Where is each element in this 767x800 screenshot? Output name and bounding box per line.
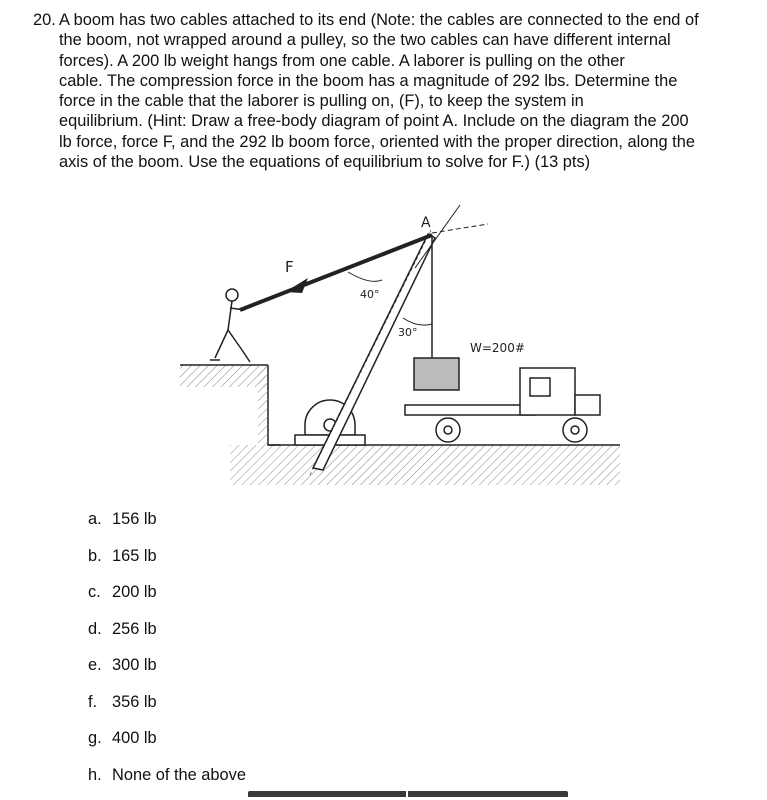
option-text: 400 lb (112, 729, 157, 747)
option-text: 256 lb (112, 620, 157, 638)
option-b[interactable] (88, 545, 246, 582)
answer-options (88, 508, 246, 800)
option-d[interactable] (88, 618, 246, 655)
weight-crate (414, 358, 459, 390)
question-number: 20. (33, 10, 56, 30)
question-line: equilibrium. (Hint: Draw a free-body diagram of point A. Include on the diagram the 200 (33, 111, 758, 131)
question-line: lb force, force F, and the 292 lb boom force, oriented with the proper direction, along the (33, 132, 758, 152)
label-f: F (285, 258, 294, 276)
question-line: the boom, not wrapped around a pulley, so the two cables can have different internal (33, 30, 758, 50)
angle-30-arc (403, 318, 432, 325)
option-letter: d. (88, 618, 112, 640)
bottom-bar-divider (406, 791, 408, 797)
label-a: A (421, 215, 431, 231)
question-block (33, 10, 758, 172)
option-text: 165 lb (112, 547, 157, 565)
option-letter: e. (88, 654, 112, 676)
bottom-scroll-bar[interactable] (248, 791, 568, 797)
option-text: 300 lb (112, 656, 157, 674)
retaining-wall (268, 365, 280, 445)
option-letter: a. (88, 508, 112, 530)
option-h[interactable] (88, 764, 246, 800)
option-letter: g. (88, 727, 112, 749)
option-c[interactable] (88, 581, 246, 618)
laborer-figure (210, 289, 250, 362)
angle-30-label: 30° (398, 326, 418, 339)
option-letter: h. (88, 764, 112, 786)
question-line: axis of the boom. Use the equations of equilibrium to solve for F.) (13 pts) (33, 152, 758, 172)
question-line: force in the cable that the laborer is pulling on, (F), to keep the system in (33, 91, 758, 111)
option-text: None of the above (112, 766, 246, 784)
upper-ground-hatch (180, 365, 268, 387)
boom-figure (170, 200, 630, 495)
wall-hatch (258, 365, 268, 445)
option-letter: c. (88, 581, 112, 603)
horizontal-reference (432, 224, 488, 233)
boom (313, 234, 435, 470)
force-f-arrow (285, 278, 308, 293)
question-line: A boom has two cables attached to its end (Note: the cables are connected to the end of (33, 10, 758, 30)
boom-diagram (170, 200, 630, 495)
option-text: 200 lb (112, 583, 157, 601)
question-line: forces). A 200 lb weight hangs from one cable. A laborer is pulling on the other (33, 51, 758, 71)
option-text: 356 lb (112, 693, 157, 711)
option-g[interactable] (88, 727, 246, 764)
option-e[interactable] (88, 654, 246, 691)
question-line: cable. The compression force in the boom has a magnitude of 292 lbs. Determine the (33, 71, 758, 91)
angle-40-arc (348, 272, 382, 281)
option-letter: f. (88, 691, 112, 713)
weight-label: W=200# (470, 341, 525, 355)
option-text: 156 lb (112, 510, 157, 528)
lower-ground-hatch (230, 445, 620, 485)
option-f[interactable] (88, 691, 246, 728)
option-a[interactable] (88, 508, 246, 545)
option-letter: b. (88, 545, 112, 567)
angle-40-label: 40° (360, 288, 380, 301)
